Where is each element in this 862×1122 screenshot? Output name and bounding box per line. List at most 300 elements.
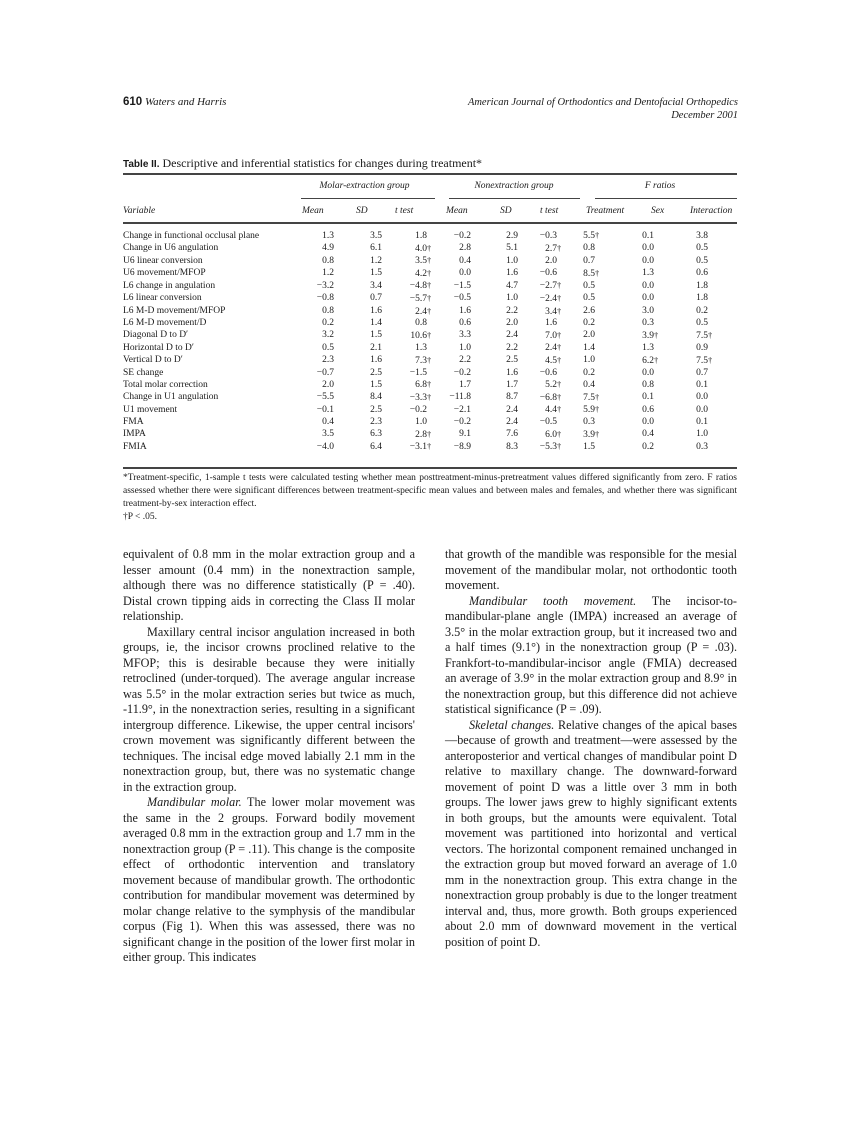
cell-sd [478, 293, 525, 306]
significance-dagger: † [427, 280, 432, 291]
cell-t-test [389, 342, 434, 355]
cell-value: 1.8 [415, 230, 427, 241]
cell-t-test [525, 429, 564, 442]
cell-value: 2.3 [322, 355, 334, 366]
cell-value: 6.3 [370, 429, 382, 439]
cell-value: −3.2 [316, 280, 334, 291]
cell-t-test [525, 318, 564, 330]
cell-value: 1.6 [459, 306, 471, 317]
significance-dagger: † [427, 354, 432, 365]
cell-value: 1.7 [506, 379, 518, 390]
cell-value: 2.3 [370, 416, 382, 427]
table-row [123, 280, 715, 293]
cell-value: 1.3 [322, 230, 334, 241]
cell-value: 3.3 [459, 330, 471, 341]
cell-treatment [564, 379, 602, 392]
cell-value: 0.2 [696, 306, 708, 317]
cell-value: 2.2 [459, 355, 471, 366]
cell-sd [341, 342, 389, 355]
cell-sd [341, 268, 389, 281]
variable-name: L6 linear conversion [123, 293, 202, 304]
significance-dagger: † [557, 379, 562, 390]
cell-mean [434, 379, 478, 392]
cell-t-test [389, 330, 434, 343]
cell-value: 1.5 [370, 379, 382, 390]
cell-value: 0.0 [642, 255, 654, 266]
cell-value: 2.6 [583, 306, 595, 317]
cell-sd [478, 268, 525, 281]
variable-name: Vertical D to D′ [123, 355, 183, 366]
cell-value: 7.3 [415, 355, 427, 366]
significance-dagger: † [595, 230, 600, 240]
cell-sex [602, 255, 661, 268]
cell-value: 1.6 [545, 318, 557, 329]
cell-value: 0.8 [322, 306, 334, 317]
cell-value: 2.4 [506, 404, 518, 415]
cell-interaction [661, 293, 715, 306]
cell-interaction [661, 255, 715, 268]
cell-mean [434, 280, 478, 293]
cell-t-test [389, 429, 434, 442]
body-paragraph: equivalent of 0.8 mm in the molar extraction group and a lesser amount (0.4 mm) in the nonextraction sample, although there was no difference statistically (P = .40). Distal crown tipping aids in correcting the Class II molar relationship. [123, 547, 415, 623]
cell-sd [341, 441, 389, 454]
cell-value: 5.9 [583, 405, 595, 416]
body-paragraph: Maxillary central incisor angulation increased in both groups, ie, the incisor crowns proclined relative to the MFOP; this is desirable because they were initially retroclined (under-torqued). The average angular increase was 5.5° in the molar extraction series but twice as much, -11.9°, in the nonextraction series, resulting in a significant intergroup difference. Likewise, the upper central incisors' crown movement was significantly different between the techniques. The incisal edge moved labially 2.1 mm in the nonextraction group, but, there was no systematic change in the extraction group. [123, 624, 415, 794]
variable-name: IMPA [123, 429, 146, 439]
cell-value: 0.0 [696, 392, 708, 403]
cell-value: −2.4 [539, 293, 557, 304]
col-head-sex: Sex [651, 206, 665, 216]
cell-value: 0.4 [322, 416, 334, 427]
cell-value: −1.5 [453, 280, 471, 291]
cell-t-test [389, 441, 434, 454]
cell-mean [434, 368, 478, 380]
table-row [123, 306, 715, 319]
cell-t-test [525, 392, 564, 405]
cell-value: −3.1 [409, 442, 427, 453]
variable-name: FMA [123, 416, 144, 427]
table-row [123, 268, 715, 281]
cell-mean [434, 441, 478, 454]
cell-interaction [661, 243, 715, 256]
variable-name: U6 linear conversion [123, 255, 203, 266]
running-header-right [468, 96, 738, 122]
cell-value: 2.4 [506, 416, 518, 427]
cell-value: −0.1 [316, 404, 334, 415]
cell-mean [295, 368, 341, 380]
stats-table-body [123, 230, 715, 454]
cell-value: 0.0 [642, 416, 654, 427]
cell-value: 0.1 [696, 416, 708, 427]
cell-sex [602, 293, 661, 306]
variable-name: Change in functional occlusal plane [123, 230, 260, 241]
cell-value: 1.5 [370, 268, 382, 279]
cell-value: 0.5 [322, 342, 334, 353]
cell-value: −0.8 [316, 293, 334, 304]
cell-sd [478, 429, 525, 442]
cell-value: 2.0 [583, 330, 595, 341]
cell-value: 2.5 [370, 367, 382, 378]
cell-mean [295, 280, 341, 293]
cell-value: 1.0 [459, 342, 471, 353]
cell-value: 0.1 [642, 230, 654, 241]
cell-treatment [564, 417, 602, 429]
cell-mean [434, 293, 478, 306]
cell-value: 0.5 [696, 243, 708, 254]
cell-sex [602, 230, 661, 243]
cell-interaction [661, 268, 715, 281]
paragraph-text: The incisor-to-mandibular-plane angle (IMPA) increased an average of 3.5° in the molar extraction group, but it increased two and a half times (9.1°) in the nonextraction group (P = .03). Frankfort-to-mandibular-incisor angle (FMIA) decreased an average of 3.9° in the molar extraction group and 8.9° in the nonextraction group, but this difference did not achieve statistical significance (P = .09). [445, 593, 737, 716]
cell-mean [295, 318, 341, 330]
significance-dagger: † [654, 329, 659, 340]
cell-treatment [564, 355, 602, 368]
running-authors: Waters and Harris [144, 96, 227, 108]
significance-dagger: † [595, 391, 600, 402]
cell-sd [478, 318, 525, 330]
cell-t-test [525, 293, 564, 306]
cell-value: 2.8 [415, 429, 427, 440]
cell-sd [341, 417, 389, 429]
cell-t-test [389, 293, 434, 306]
cell-value: 7.5 [696, 355, 708, 366]
table-header-rule [123, 222, 737, 224]
table-row [123, 379, 715, 392]
cell-treatment [564, 404, 602, 417]
cell-sd [341, 429, 389, 442]
cell-t-test [525, 306, 564, 319]
cell-value: 0.7 [370, 293, 382, 304]
cell-interaction [661, 368, 715, 380]
cell-value: −0.6 [539, 367, 557, 378]
cell-value: 2.0 [322, 379, 334, 390]
table-row [123, 392, 715, 405]
cell-value: 2.4 [415, 306, 427, 317]
cell-sd [341, 255, 389, 268]
cell-value: 1.2 [322, 268, 334, 279]
cell-value: 3.5 [415, 256, 427, 267]
group-head-f-ratios: F ratios [644, 181, 676, 191]
cell-t-test [525, 342, 564, 355]
cell-value: 1.6 [506, 268, 518, 279]
cell-value: 6.8 [415, 380, 427, 391]
cell-treatment [564, 429, 602, 442]
cell-t-test [389, 368, 434, 380]
cell-sd [478, 368, 525, 380]
cell-value: −0.5 [539, 416, 557, 427]
running-header-left [123, 96, 226, 108]
cell-sex [602, 306, 661, 319]
footnote-dagger: †P < .05. [123, 512, 158, 522]
cell-mean [434, 230, 478, 243]
cell-sd [478, 306, 525, 319]
cell-value: 7.6 [506, 429, 518, 439]
cell-t-test [389, 268, 434, 281]
cell-value: −5.5 [316, 392, 334, 403]
significance-dagger: † [595, 404, 600, 415]
paragraph-text: The lower molar movement was the same in the 2 groups. Forward bodily movement averaged 0.8 mm in the extraction group and 1.7 mm in the nonextraction group (P = .11). This change is the composite effect of orthodontic intervention and translatory movement because of mandibular growth. The orthodontic contribution for mandibular movement was determined by molar change relative to the symphysis of the mandibular corpus (Fig 1). When this was assessed, there was no significant change in the position of the lower first molar in either group. This indicates [123, 795, 415, 964]
cell-value: 0.0 [642, 293, 654, 304]
cell-value: 2.2 [506, 306, 518, 317]
cell-value: 7.5 [583, 392, 595, 403]
cell-sd [478, 342, 525, 355]
cell-value: 0.7 [696, 367, 708, 378]
group-rule-1 [301, 198, 435, 199]
cell-sd [341, 306, 389, 319]
cell-sex [602, 441, 661, 454]
cell-treatment [564, 306, 602, 319]
cell-value: 3.0 [642, 306, 654, 317]
cell-sex [602, 368, 661, 380]
cell-mean [434, 355, 478, 368]
cell-value: 1.8 [696, 293, 708, 304]
cell-t-test [525, 243, 564, 256]
cell-sex [602, 318, 661, 330]
significance-dagger: † [557, 280, 562, 291]
significance-dagger: † [557, 354, 562, 365]
cell-value: 2.8 [459, 243, 471, 254]
cell-value: 4.7 [506, 280, 518, 291]
cell-value: −11.8 [449, 392, 471, 403]
group-head-nonextraction: Nonextraction group [474, 181, 554, 191]
variable-name: Total molar correction [123, 379, 208, 390]
cell-sd [478, 255, 525, 268]
cell-value: 1.0 [696, 429, 708, 439]
cell-value: 0.2 [583, 318, 595, 329]
significance-dagger: † [557, 441, 562, 452]
significance-dagger: † [427, 292, 432, 303]
cell-value: 2.5 [370, 404, 382, 415]
cell-sex [602, 330, 661, 343]
significance-dagger: † [595, 428, 600, 439]
cell-value: 2.9 [506, 230, 518, 241]
cell-t-test [525, 441, 564, 454]
cell-value: 0.5 [583, 293, 595, 304]
cell-mean [295, 429, 341, 442]
body-paragraph [445, 594, 737, 718]
col-head-sd-2: SD [500, 206, 512, 216]
cell-value: −0.6 [539, 268, 557, 279]
significance-dagger: † [557, 391, 562, 402]
body-paragraph [123, 795, 415, 966]
cell-value: −0.5 [453, 293, 471, 304]
cell-interaction [661, 404, 715, 417]
significance-dagger: † [427, 428, 432, 439]
cell-mean [295, 268, 341, 281]
col-head-ttest-1: t test [395, 206, 414, 216]
cell-mean [434, 342, 478, 355]
cell-mean [295, 306, 341, 319]
cell-mean [295, 255, 341, 268]
cell-t-test [389, 379, 434, 392]
cell-value: 0.8 [583, 243, 595, 254]
cell-value: 0.4 [642, 429, 654, 439]
cell-value: 0.8 [642, 379, 654, 390]
table-caption [123, 156, 482, 171]
cell-value: 3.5 [370, 230, 382, 241]
cell-t-test [389, 255, 434, 268]
cell-value: 4.4 [545, 405, 557, 416]
cell-value: −0.7 [316, 367, 334, 378]
cell-value: 0.0 [459, 268, 471, 279]
cell-value: 1.0 [583, 355, 595, 366]
cell-value: 1.4 [370, 318, 382, 329]
cell-sex [602, 280, 661, 293]
cell-value: 2.4 [506, 330, 518, 341]
table-row [123, 330, 715, 343]
cell-t-test [525, 355, 564, 368]
table-row [123, 230, 715, 243]
cell-sd [478, 243, 525, 256]
cell-value: −5.7 [409, 293, 427, 304]
cell-interaction [661, 392, 715, 405]
table-row [123, 342, 715, 355]
cell-value: −0.3 [539, 230, 557, 241]
cell-value: 4.0 [415, 243, 427, 254]
cell-t-test [525, 255, 564, 268]
significance-dagger: † [427, 391, 432, 402]
section-run-in-heading: Mandibular molar. [147, 795, 242, 809]
cell-mean [434, 243, 478, 256]
cell-treatment [564, 342, 602, 355]
cell-sex [602, 355, 661, 368]
cell-treatment [564, 280, 602, 293]
cell-sd [341, 379, 389, 392]
cell-sd [341, 330, 389, 343]
cell-treatment [564, 293, 602, 306]
cell-value: 0.3 [583, 416, 595, 427]
footnote-star: *Treatment-specific, 1-sample t tests were calculated testing whether mean posttreatment-minus-pretreatment values differed significantly from zero. F ratios assessed whether there were significant differences between treatment-specific mean values and between males and females, and whether there was significant treatment-by-sex interaction effect. [123, 473, 737, 509]
cell-sd [478, 392, 525, 405]
cell-mean [434, 268, 478, 281]
cell-value: 0.5 [583, 280, 595, 291]
cell-mean [295, 230, 341, 243]
cell-mean [295, 404, 341, 417]
cell-value: 0.4 [459, 255, 471, 266]
cell-value: 5.1 [506, 243, 518, 254]
cell-value: −0.2 [453, 367, 471, 378]
cell-value: 0.4 [583, 379, 595, 390]
cell-treatment [564, 243, 602, 256]
cell-value: 7.0 [545, 330, 557, 341]
significance-dagger: † [708, 354, 713, 365]
significance-dagger: † [557, 404, 562, 415]
col-head-sd-1: SD [356, 206, 368, 216]
cell-sex [602, 404, 661, 417]
cell-sd [341, 318, 389, 330]
cell-value: 4.2 [415, 268, 427, 279]
cell-mean [295, 342, 341, 355]
cell-sd [478, 417, 525, 429]
significance-dagger: † [427, 379, 432, 390]
page-number: 610 [123, 96, 143, 108]
cell-mean [295, 417, 341, 429]
cell-interaction [661, 355, 715, 368]
cell-t-test [525, 379, 564, 392]
cell-sd [478, 355, 525, 368]
cell-t-test [525, 368, 564, 380]
cell-t-test [389, 280, 434, 293]
cell-value: −4.8 [409, 281, 427, 292]
cell-mean [295, 379, 341, 392]
body-column-right [445, 547, 737, 950]
significance-dagger: † [557, 292, 562, 303]
cell-value: 2.0 [545, 255, 557, 266]
cell-value: 0.5 [696, 318, 708, 329]
cell-mean [434, 318, 478, 330]
cell-mean [434, 404, 478, 417]
variable-name: SE change [123, 367, 164, 378]
cell-value: −4.0 [316, 441, 334, 452]
cell-value: 0.6 [696, 268, 708, 279]
significance-dagger: † [427, 255, 432, 266]
cell-sd [478, 280, 525, 293]
cell-sd [341, 404, 389, 417]
cell-mean [434, 417, 478, 429]
cell-interaction [661, 306, 715, 319]
variable-name: U6 movement/MFOP [123, 268, 206, 279]
cell-value: −5.3 [539, 442, 557, 453]
cell-value: 2.1 [370, 342, 382, 353]
cell-treatment [564, 392, 602, 405]
cell-value: 8.4 [370, 392, 382, 403]
cell-value: −6.8 [539, 392, 557, 403]
cell-t-test [525, 268, 564, 281]
table-row [123, 293, 715, 306]
table-row [123, 355, 715, 368]
cell-treatment [564, 255, 602, 268]
issue-date: December 2001 [671, 110, 738, 121]
cell-value: 3.9 [583, 429, 595, 440]
cell-value: 3.4 [545, 306, 557, 317]
variable-name: Diagonal D to D′ [123, 330, 189, 341]
cell-value: 6.1 [370, 243, 382, 254]
cell-t-test [389, 392, 434, 405]
variable-name: FMIA [123, 441, 147, 452]
significance-dagger: † [427, 267, 432, 278]
cell-value: −0.2 [453, 416, 471, 427]
cell-sd [341, 280, 389, 293]
cell-t-test [525, 280, 564, 293]
cell-value: 1.6 [370, 306, 382, 317]
cell-value: 1.6 [370, 355, 382, 366]
cell-sd [341, 230, 389, 243]
cell-value: 0.3 [696, 441, 708, 452]
cell-mean [295, 330, 341, 343]
cell-value: −2.7 [539, 281, 557, 292]
table-title: Descriptive and inferential statistics for changes during treatment* [162, 156, 483, 170]
cell-mean [295, 293, 341, 306]
cell-treatment [564, 368, 602, 380]
cell-sd [341, 392, 389, 405]
cell-t-test [389, 417, 434, 429]
cell-t-test [389, 230, 434, 243]
col-head-mean-1: Mean [302, 206, 324, 216]
cell-interaction [661, 441, 715, 454]
cell-t-test [389, 404, 434, 417]
table-row [123, 417, 715, 429]
cell-sex [602, 392, 661, 405]
significance-dagger: † [427, 329, 432, 340]
cell-interaction [661, 280, 715, 293]
cell-sex [602, 417, 661, 429]
cell-value: 1.5 [370, 330, 382, 341]
significance-dagger: † [557, 342, 562, 353]
table-row [123, 429, 715, 442]
variable-name: L6 change in angulation [123, 280, 216, 291]
cell-value: 0.0 [696, 404, 708, 415]
cell-treatment [564, 268, 602, 281]
cell-value: 0.2 [642, 441, 654, 452]
